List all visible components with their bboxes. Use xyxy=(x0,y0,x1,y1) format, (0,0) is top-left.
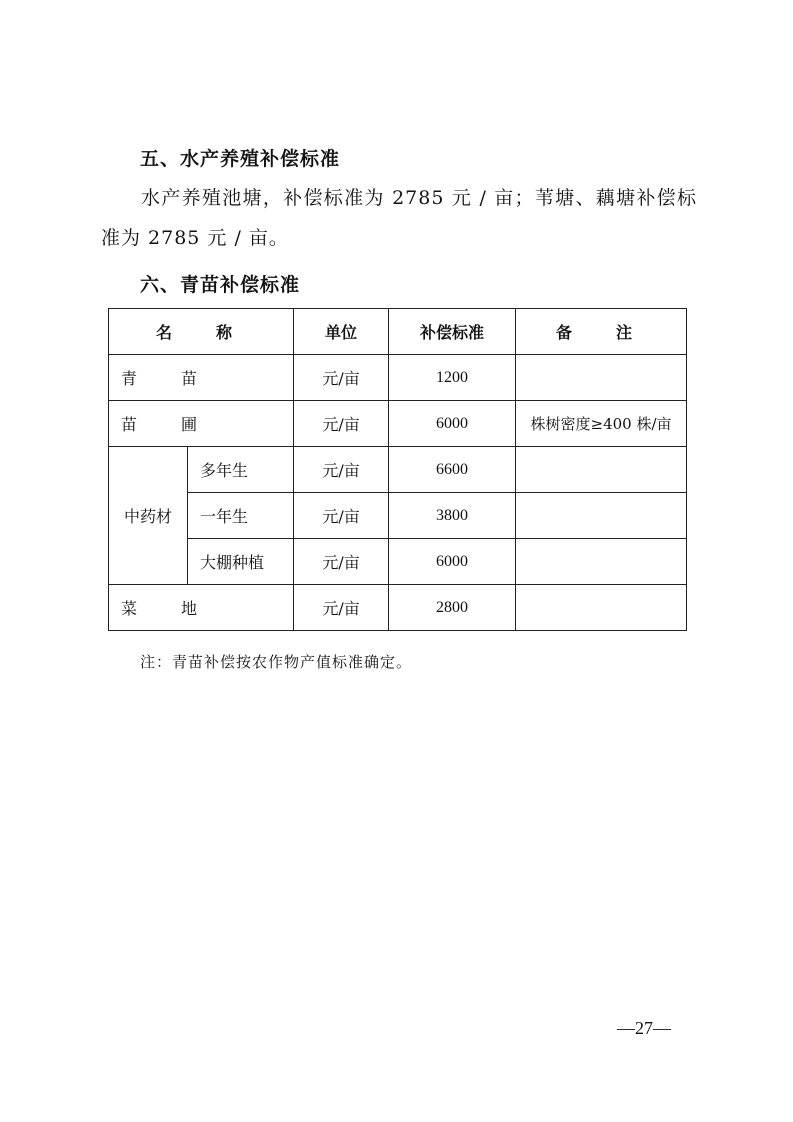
compensation-table xyxy=(108,308,687,631)
row-unit: 元/亩 xyxy=(294,447,389,493)
row-standard: 3800 xyxy=(389,493,516,539)
row-name: 苗 圃 xyxy=(109,401,294,447)
table-row xyxy=(109,401,687,447)
table-row xyxy=(109,355,687,401)
header-unit: 单位 xyxy=(294,309,389,355)
header-remark: 备 注 xyxy=(516,309,687,355)
row-standard: 2800 xyxy=(389,585,516,631)
table-footnote: 注：青苗补偿按农作物产值标准确定。 xyxy=(140,653,413,671)
table-row xyxy=(109,447,687,493)
row-unit: 元/亩 xyxy=(294,355,389,401)
page-number: —27— xyxy=(617,1018,671,1038)
row-unit: 元/亩 xyxy=(294,401,389,447)
section-6-heading: 六、青苗补偿标准 xyxy=(140,274,301,296)
row-name: 青 苗 xyxy=(109,355,294,401)
row-remark xyxy=(516,539,687,585)
row-remark xyxy=(516,493,687,539)
header-name: 名 称 xyxy=(109,309,294,355)
row-name: 菜 地 xyxy=(109,585,294,631)
row-remark xyxy=(516,447,687,493)
row-group-label: 中药材 xyxy=(109,447,188,585)
row-standard: 1200 xyxy=(389,355,516,401)
row-name: 一年生 xyxy=(188,493,294,539)
table-row xyxy=(109,585,687,631)
row-standard: 6000 xyxy=(389,539,516,585)
header-standard: 补偿标准 xyxy=(389,309,516,355)
row-unit: 元/亩 xyxy=(294,585,389,631)
row-remark xyxy=(516,585,687,631)
row-remark xyxy=(516,355,687,401)
row-name: 大棚种植 xyxy=(188,539,294,585)
row-standard: 6000 xyxy=(389,401,516,447)
row-unit: 元/亩 xyxy=(294,493,389,539)
section-5-heading: 五、水产养殖补偿标准 xyxy=(140,148,341,170)
row-unit: 元/亩 xyxy=(294,539,389,585)
section-5-body: 水产养殖池塘，补偿标准为 2785 元 / 亩；苇塘、藕塘补偿标准为 2785 元 / 亩。 xyxy=(101,187,697,249)
table-header-row xyxy=(109,309,687,355)
table-row xyxy=(109,493,687,539)
row-remark: 株树密度≥400 株/亩 xyxy=(516,401,687,447)
table-row xyxy=(109,539,687,585)
row-name: 多年生 xyxy=(188,447,294,493)
row-standard: 6600 xyxy=(389,447,516,493)
